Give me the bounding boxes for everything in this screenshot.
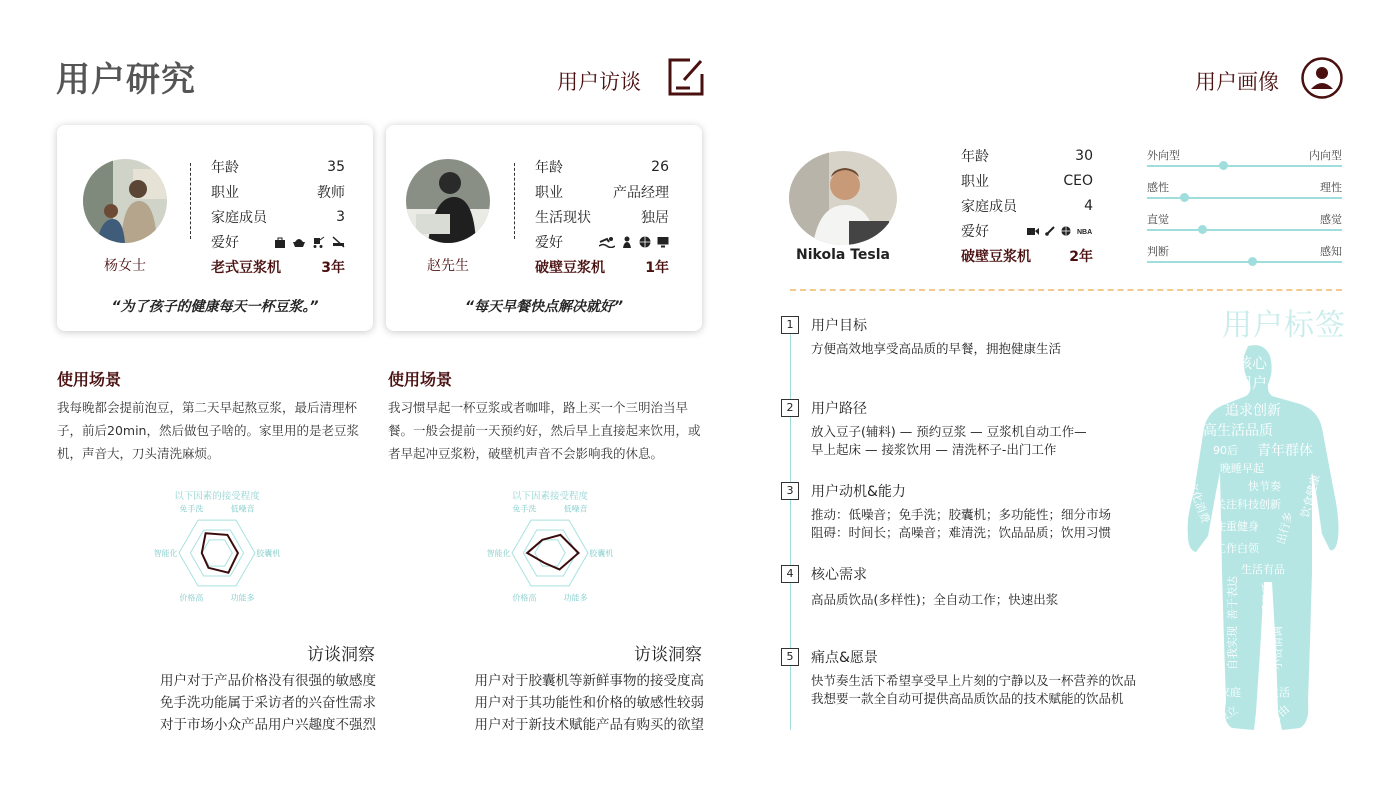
tag: 关注科技创新 — [1215, 498, 1281, 511]
tag: 出行多 — [1274, 510, 1296, 546]
shopping-bag-icon — [274, 236, 286, 248]
tag: 家庭 — [1219, 686, 1241, 699]
radar-axis-label: 胶囊机 — [256, 549, 281, 558]
tag: 生活有品 — [1241, 563, 1285, 576]
insight-item: 对于市场小众产品用户兴趣度不强烈 — [160, 717, 376, 733]
trait-marker — [1219, 161, 1228, 170]
step-desc: 方便高效地享受高品质的早餐，拥抱健康生活 — [811, 341, 1062, 356]
trait-marker — [1198, 225, 1207, 234]
info-row-job: 职业 教师 — [211, 184, 345, 201]
tag: 工作白领 — [1215, 542, 1259, 555]
info-row-family: 家庭成员 3 — [211, 208, 345, 226]
step-title: 用户动机&能力 — [811, 484, 906, 500]
interview-card-1 — [57, 125, 373, 331]
info-row-hobby: 爱好 — [211, 229, 345, 254]
gym-icon — [621, 236, 633, 248]
info-row-device: 破壁豆浆机 2年 — [961, 248, 1093, 265]
step-desc: 推动：低噪音；免手洗；胶囊机；多功能性；细分市场 阻碍：时间长；高噪音；难清洗；饮品品质；饮用习惯 — [811, 507, 1112, 540]
info-row-living: 生活现状 独居 — [535, 209, 669, 226]
personality-traits — [1147, 145, 1342, 273]
trait-marker — [1248, 257, 1257, 266]
basketball-icon — [1061, 226, 1071, 236]
tag: 高生活品质 — [1203, 423, 1273, 439]
no-smoking-icon — [332, 236, 345, 248]
tag: 90后 — [1213, 444, 1238, 457]
tag: 晚睡早起 — [1220, 462, 1264, 475]
step-title: 痛点&愿景 — [811, 650, 878, 666]
tag: 快节奏 — [1248, 480, 1281, 493]
insight-item: 用户对于新技术赋能产品有购买的欲望 — [474, 717, 704, 733]
trait-slider: 感性 理性 — [1147, 177, 1342, 209]
scene-title-1: 使用场景 — [57, 370, 122, 389]
info-row-hobby: 爱好 — [535, 229, 669, 254]
persona-section-title: 用户画像 — [1195, 70, 1279, 94]
info-list — [211, 154, 345, 279]
tag: 文化消费 — [1184, 479, 1213, 526]
persona-name: Nikola Tesla — [796, 247, 890, 263]
nba-icon — [1077, 226, 1093, 236]
divider — [190, 163, 191, 239]
radar-axis-label: 功能多 — [230, 593, 255, 603]
edit-icon — [668, 58, 704, 96]
insight-item: 用户对于胶囊机等新鲜事物的接受度高 — [474, 673, 704, 689]
radar-title: 以下因素接受程度 — [511, 491, 589, 502]
stroller-icon — [312, 236, 326, 248]
trait-slider: 外向型 内向型 — [1147, 145, 1342, 177]
persona-info-list — [961, 143, 1093, 268]
timeline-line — [790, 316, 791, 730]
step-desc: 高品质饮品(多样性)；全自动工作；快速出浆 — [811, 592, 1059, 607]
scene-text-2: 我习惯早起一杯豆浆或者咖啡，路上买一个三明治当早餐。一般会提前一天预约好，然后早上直接起来饮用，或者早起冲豆浆粉，破壁机声音不会影响我的休息。 — [388, 400, 701, 461]
radar-axis-label: 免手洗 — [179, 504, 204, 514]
swimming-icon — [599, 236, 615, 248]
cooking-pot-icon — [292, 236, 306, 248]
info-row-hobby: 爱好 NBA — [961, 223, 1093, 240]
section-divider — [790, 289, 1342, 291]
tag: 追求创新 — [1225, 403, 1281, 419]
brush-icon — [1045, 226, 1055, 236]
tags-title: 用户标签 — [1222, 308, 1346, 343]
tag: 自由 — [1266, 702, 1292, 727]
step-title: 核心需求 — [811, 567, 867, 583]
radar-axis-label: 胶囊机 — [589, 549, 614, 558]
radar-axis-label: 免手洗 — [512, 504, 537, 514]
radar-axis-label: 低噪音 — [230, 504, 255, 514]
interview-card-2 — [386, 125, 702, 331]
user-icon — [1301, 57, 1343, 99]
video-icon — [1027, 226, 1039, 236]
page-title: 用户研究 — [56, 60, 196, 100]
info-row-device: 老式豆浆机 3年 — [211, 259, 345, 276]
trait-slider: 直觉 感觉 — [1147, 209, 1342, 241]
trait-marker — [1180, 193, 1189, 202]
tag: 善于表达 — [1226, 576, 1239, 620]
info-row-family: 家庭成员 4 — [961, 197, 1093, 215]
radar-chart-2 — [460, 485, 640, 605]
insight-list-1 — [144, 670, 376, 736]
insight-list-2 — [456, 670, 704, 736]
step-title: 用户目标 — [811, 318, 867, 334]
tag: 生活 — [1268, 686, 1290, 699]
trait-slider: 判断 感知 — [1147, 241, 1342, 273]
info-list — [535, 154, 669, 279]
quote: “为了孩子的健康每天一杯豆浆。” — [111, 299, 319, 315]
radar-axis-label: 智能化 — [486, 549, 511, 558]
tag: 独立 — [1214, 703, 1241, 726]
insight-title-1: 访谈洞察 — [307, 645, 375, 665]
info-row-device: 破壁豆浆机 1年 — [535, 259, 669, 276]
step-desc: 快节奏生活下希望享受早上片刻的宁静以及一杯营养的饮品 我想要一款全自动可提供高品质饮品的技术赋能的饮品机 — [811, 673, 1137, 706]
divider — [514, 163, 515, 239]
insight-item: 免手洗功能属于采访者的兴奋性需求 — [160, 695, 376, 711]
info-row-age: 年龄 35 — [211, 158, 345, 176]
radar-axis-label: 智能化 — [153, 549, 178, 558]
person-name: 杨女士 — [104, 258, 146, 274]
avatar — [83, 159, 167, 243]
info-row-age: 年龄 30 — [961, 147, 1093, 165]
radar-axis-label: 低噪音 — [563, 504, 588, 514]
radar-axis-label: 价格高 — [512, 593, 537, 603]
tag: 享受品质 — [1261, 582, 1274, 626]
basketball-icon — [639, 236, 651, 248]
info-row-age: 年龄 26 — [535, 158, 669, 176]
insight-item: 用户对于其功能性和价格的敏感性较弱 — [474, 695, 704, 711]
interview-section-title: 用户访谈 — [557, 70, 641, 94]
info-row-job: 职业 产品经理 — [535, 184, 669, 201]
tag: 注重健身 — [1215, 520, 1259, 533]
radar-axis-label: 功能多 — [563, 593, 588, 603]
person-name: 赵先生 — [427, 258, 469, 274]
tag: 饮食健康 — [1298, 473, 1323, 520]
insight-title-2: 访谈洞察 — [634, 645, 702, 665]
tag: 核心 — [1237, 354, 1268, 372]
quote: “每天早餐快点解决就好” — [464, 299, 624, 315]
persona-avatar — [789, 151, 897, 245]
avatar — [406, 159, 490, 243]
radar-axis-label: 价格高 — [179, 593, 204, 603]
info-row-job: 职业 CEO — [961, 172, 1093, 190]
tag: 小资情调 — [1271, 626, 1284, 670]
tag: 青年群体 — [1257, 443, 1313, 459]
step-title: 用户路径 — [811, 401, 867, 417]
svg-text:NBA: NBA — [1077, 228, 1093, 236]
radar-chart-1 — [127, 485, 307, 605]
tag: 自我实现 — [1226, 626, 1239, 670]
step-desc: 放入豆子(辅料) — 预约豆浆 — 豆浆机自动工作— 早上起床 — 接浆饮用 — 清洗杯子-出门工作 — [811, 424, 1087, 457]
scene-title-2: 使用场景 — [388, 370, 453, 389]
computer-icon — [657, 236, 669, 248]
insight-item: 用户对于产品价格没有很强的敏感度 — [160, 673, 376, 689]
scene-text-1: 我每晚都会提前泡豆，第二天早起熬豆浆，最后清理杯子，前后20min，然后做包子啥的。家里用的是老豆浆机，声音大，刀头清洗麻烦。 — [57, 400, 359, 461]
tag: 用户 — [1237, 374, 1268, 392]
radar-title: 以下因素的接受程度 — [174, 491, 260, 502]
